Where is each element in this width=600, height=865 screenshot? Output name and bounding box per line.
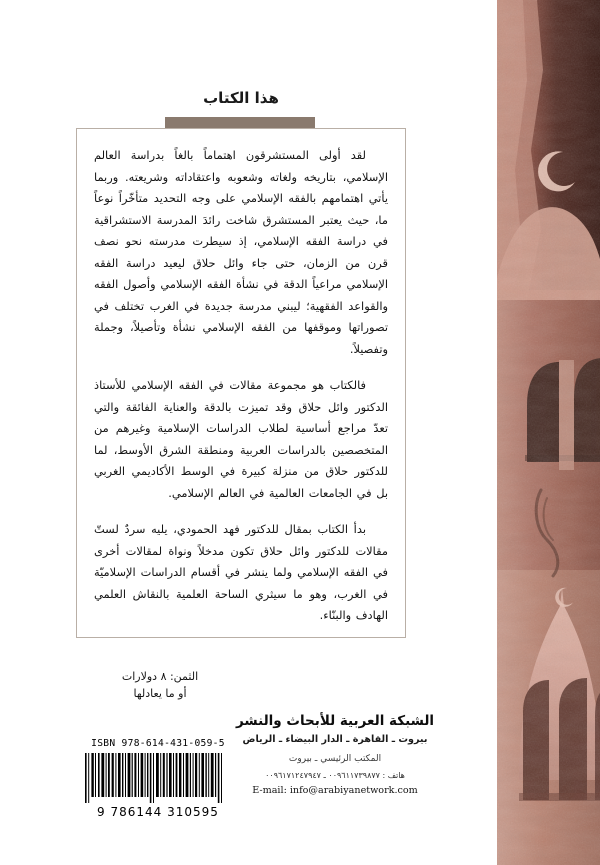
blurb-paragraph-1: لقد أولى المستشرقون اهتماماً بالغاً بدراسة العالم الإسلامي، بتاريخه ولغاته وشعوبه واعتقاداته وشريعته. وربما يأتي اهتمامهم بالفقه الإسلامي على وجه التحديد متأخّراً نوعاً ما، حيث يعتبر المستشرق شاخت رائدَ المدرسة الاستشراقية في دراسة الفقه الإسلامي، إذ سيطرت مدرسته نحو نصف قرن من الزمان، حتى جاء وائل حلاق ليعيد دراسة الفقه الإسلامي مراعياً الدقة في نشأة الفقه الإسلامي وأصول الفقه والقواعد الفقهية؛ ليبني مدرسة جديدة في الغرب تختلف في تصوراتها وموقفها من الفقه الإسلامي نشأة وتأصيلاً، وجملة وتفصيلاً. <box>94 148 388 356</box>
blurb-paragraph-2: فالكتاب هو مجموعة مقالات في الفقه الإسلامي للأستاذ الدكتور وائل حلاق وقد تميزت بالدقة والعناية الفائقة والتي تعدّ مراجع أساسية لطلاب الدراسات الإسلامية وغيرهم من المتخصصين بالدراسات العربية ومنطقة الشرق الأوسط، لما للدكتور حلاق من منزلة كبيرة في الوسط الأكاديمي الغربي بل في الجامعات العالمية في العالم الإسلامي. <box>94 378 388 500</box>
barcode-digits: 9 786144 310595 <box>97 805 219 819</box>
blurb-box <box>76 128 406 638</box>
publisher-block <box>205 712 465 798</box>
isbn-number: ISBN 978-614-431-059-5 <box>91 738 225 749</box>
price-amount: الثمن: ٨ دولارات <box>121 670 199 683</box>
heading-accent-bar <box>165 117 315 128</box>
publisher-phone-numbers: هاتف : ٠٠٩٦١١٧٣٩٨٧٧ ـ ٠٠٩٦١٧١٢٤٧٩٤٧ <box>265 771 405 780</box>
price-block <box>80 668 240 702</box>
section-heading <box>76 88 406 107</box>
publisher-cities: بيروت ـ القاهرة ـ الدار البيضاء ـ الرياض <box>242 734 428 745</box>
publisher-email: E-mail: info@arabiyanetwork.com <box>252 785 418 796</box>
blurb-text-container <box>77 129 405 637</box>
page-title: هذا الكتاب <box>203 89 279 107</box>
blurb-paragraph-3: بدأ الكتاب بمقال للدكتور فهد الحمودي، يليه سردٌ لستّ مقالات للدكتور وائل حلاق تكون مدخلاً ونواة لمقالات أخرى في الفقه الإسلامي ولما ينشر في أقسام الدراسات الإسلاميّة في الغرب، وهو ما سيثري الساحة العلمية بالنقاش العلمي الهادف والبنّاء. <box>94 522 388 622</box>
cover-artwork-strip <box>497 0 600 865</box>
price-equivalent-note: أو ما يعادلها <box>133 687 187 700</box>
publisher-main-office: المكتب الرئيسي ـ بيروت <box>288 754 382 764</box>
publisher-name: الشبكة العربية للأبحاث والنشر <box>235 713 435 729</box>
